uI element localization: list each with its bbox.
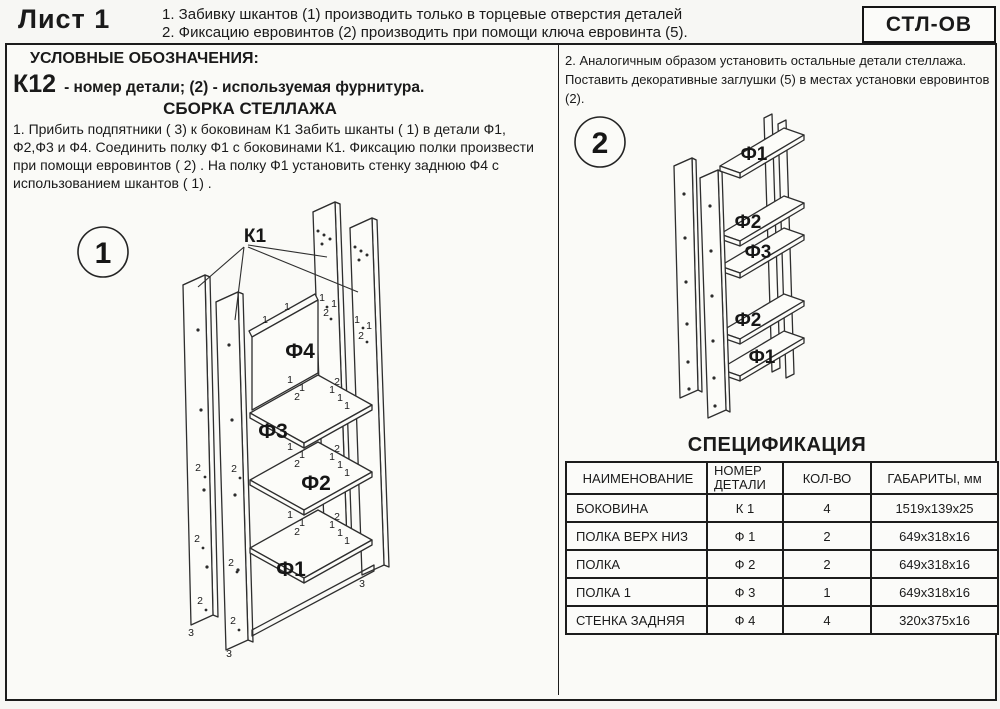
svg-text:1: 1 bbox=[329, 451, 335, 463]
step2-instructions: 2. Аналогичным образом установить остальные детали стеллажа. Поставить декоративные заглушки (5) в местах установки евровинтов (2). bbox=[565, 53, 990, 106]
spec-table bbox=[565, 461, 999, 635]
spec-cell: 2 bbox=[783, 522, 871, 550]
svg-text:1: 1 bbox=[299, 449, 305, 461]
svg-text:2: 2 bbox=[195, 462, 201, 474]
svg-text:2: 2 bbox=[194, 533, 200, 545]
spec-cell: 4 bbox=[783, 606, 871, 634]
svg-text:2: 2 bbox=[334, 511, 340, 523]
svg-text:1: 1 bbox=[284, 301, 290, 313]
svg-text:1: 1 bbox=[329, 384, 335, 396]
spec-cell: 2 bbox=[783, 550, 871, 578]
svg-text:1: 1 bbox=[354, 314, 360, 326]
svg-text:1: 1 bbox=[299, 382, 305, 394]
svg-text:2: 2 bbox=[323, 307, 329, 319]
svg-text:3: 3 bbox=[188, 627, 194, 639]
side-board-left-outer bbox=[183, 275, 218, 625]
spec-header-part-number: НОМЕР ДЕТАЛИ bbox=[707, 462, 783, 494]
legend-description: - номер детали; (2) - используемая фурнитура. bbox=[64, 79, 425, 96]
svg-text:3: 3 bbox=[226, 648, 232, 660]
spec-row bbox=[566, 494, 998, 522]
step2-number: 2 bbox=[591, 127, 609, 160]
spec-cell: К 1 bbox=[707, 494, 783, 522]
spec-cell: 1519x139x25 bbox=[871, 494, 998, 522]
svg-text:1: 1 bbox=[331, 298, 337, 310]
assembly-title: СБОРКА СТЕЛЛАЖА bbox=[163, 99, 337, 118]
svg-text:1: 1 bbox=[287, 509, 293, 521]
spec-cell: Ф 1 bbox=[707, 522, 783, 550]
svg-text:1: 1 bbox=[329, 519, 335, 531]
assembled-shelf-1-label: Ф1 bbox=[740, 144, 768, 165]
spec-cell: СТЕНКА ЗАДНЯЯ bbox=[566, 606, 707, 634]
shelf-f3-label: Ф3 bbox=[258, 420, 288, 443]
svg-text:3: 3 bbox=[359, 578, 365, 590]
assembled-shelf-3-label: Ф3 bbox=[744, 242, 772, 263]
spec-cell: БОКОВИНА bbox=[566, 494, 707, 522]
shelf-f2 bbox=[250, 442, 372, 515]
assembled-shelf-1 bbox=[720, 128, 804, 178]
doc-code-box bbox=[862, 6, 996, 43]
svg-text:1: 1 bbox=[344, 535, 350, 547]
spec-row bbox=[566, 550, 998, 578]
step1-number: 1 bbox=[94, 237, 112, 270]
spec-row bbox=[566, 606, 998, 634]
spec-cell: 649x318x16 bbox=[871, 550, 998, 578]
shelf-f2-label: Ф2 bbox=[301, 472, 331, 495]
legend-line bbox=[13, 70, 424, 99]
assembled-view-diagram bbox=[558, 106, 993, 434]
svg-text:1: 1 bbox=[287, 441, 293, 453]
legend-part-key: К12 bbox=[13, 70, 57, 98]
spec-header-qty: КОЛ-ВО bbox=[783, 462, 871, 494]
svg-text:2: 2 bbox=[197, 595, 203, 607]
sheet-title: Лист 1 bbox=[18, 4, 111, 34]
svg-text:1: 1 bbox=[366, 320, 372, 332]
spec-cell: ПОЛКА bbox=[566, 550, 707, 578]
svg-text:1: 1 bbox=[319, 292, 325, 304]
svg-text:2: 2 bbox=[231, 463, 237, 475]
spec-cell: 4 bbox=[783, 494, 871, 522]
svg-text:1: 1 bbox=[287, 374, 293, 386]
svg-text:1: 1 bbox=[337, 527, 343, 539]
svg-text:1: 1 bbox=[344, 400, 350, 412]
legend-title: УСЛОВНЫЕ ОБОЗНАЧЕНИЯ: bbox=[30, 50, 259, 67]
spec-cell: Ф 4 bbox=[707, 606, 783, 634]
spec-cell: ПОЛКА 1 bbox=[566, 578, 707, 606]
spec-cell: 1 bbox=[783, 578, 871, 606]
svg-text:1: 1 bbox=[344, 467, 350, 479]
svg-text:2: 2 bbox=[294, 458, 300, 470]
svg-text:2: 2 bbox=[358, 330, 364, 342]
svg-text:1: 1 bbox=[337, 459, 343, 471]
svg-text:1: 1 bbox=[262, 314, 268, 326]
spec-title: СПЕЦИФИКАЦИЯ bbox=[687, 434, 867, 456]
spec-cell: 649x318x16 bbox=[871, 578, 998, 606]
back-panel-f4-label: Ф4 bbox=[285, 340, 315, 363]
svg-text:2: 2 bbox=[294, 391, 300, 403]
svg-text:2: 2 bbox=[334, 443, 340, 455]
step1-instructions: 1. Прибить подпятники ( 3) к боковинам К1 Забить шканты ( 1) в детали Ф1, Ф2,Ф3 и Ф4. Соединить полку Ф1 с боковинами К1. Фиксацию полки произвести при помощи евровинтов ( 2) . На полку Ф1 установить стенку заднюю Ф4 с использованием шкантов ( 1) . bbox=[13, 121, 534, 191]
assembled-left-board-inner bbox=[700, 170, 730, 418]
k1-label: К1 bbox=[243, 226, 267, 247]
spec-cell: 649x318x16 bbox=[871, 522, 998, 550]
spec-header-row bbox=[566, 462, 998, 494]
svg-text:1: 1 bbox=[337, 392, 343, 404]
spec-header-name: НАИМЕНОВАНИЕ bbox=[566, 462, 707, 494]
spec-row bbox=[566, 578, 998, 606]
spec-header-dimensions: ГАБАРИТЫ, мм bbox=[871, 462, 998, 494]
svg-text:2: 2 bbox=[334, 376, 340, 388]
spec-cell: ПОЛКА ВЕРХ НИЗ bbox=[566, 522, 707, 550]
spec-cell: Ф 2 bbox=[707, 550, 783, 578]
assembled-shelf-5-label: Ф1 bbox=[748, 347, 776, 368]
assembled-shelf-2-label: Ф2 bbox=[734, 212, 762, 233]
spec-cell: Ф 3 bbox=[707, 578, 783, 606]
svg-text:2: 2 bbox=[228, 557, 234, 569]
svg-text:1: 1 bbox=[299, 517, 305, 529]
assembled-shelf-4-label: Ф2 bbox=[734, 310, 762, 331]
spec-cell: 320x375x16 bbox=[871, 606, 998, 634]
shelf-f1 bbox=[250, 510, 372, 583]
svg-text:2: 2 bbox=[294, 526, 300, 538]
spec-row bbox=[566, 522, 998, 550]
svg-text:2: 2 bbox=[230, 615, 236, 627]
doc-code: СТЛ-ОВ bbox=[885, 12, 973, 36]
header-note-2: 2. Фиксацию евровинтов (2) производить при помощи ключа евровинта (5). bbox=[162, 24, 688, 41]
shelf-f1-label: Ф1 bbox=[276, 558, 306, 581]
header-note-1: 1. Забивку шкантов (1) производить только в торцевые отверстия деталей bbox=[162, 6, 683, 23]
exploded-view-diagram bbox=[10, 195, 555, 695]
